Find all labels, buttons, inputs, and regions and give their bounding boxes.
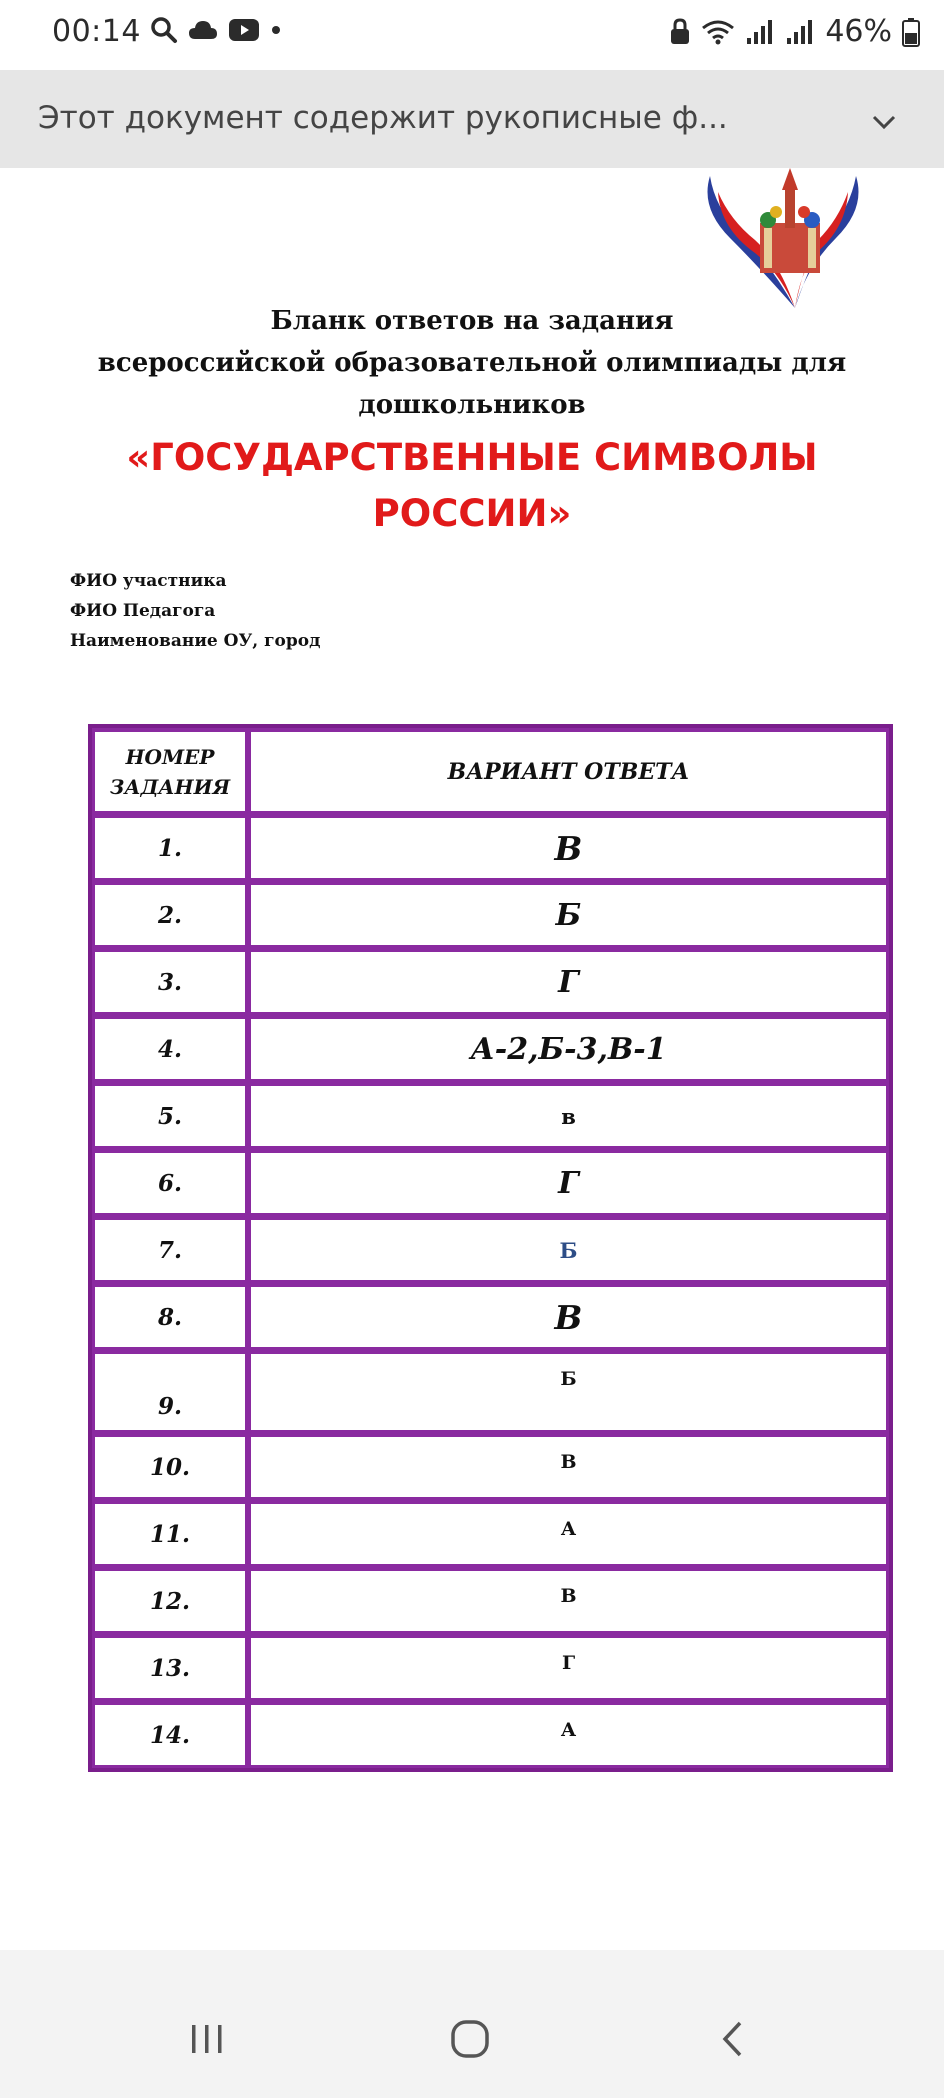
document-notice-title[interactable]: Этот документ содержит рукописные ф... <box>38 100 728 136</box>
task-number: 3. <box>92 948 248 1015</box>
battery-percent: 46% <box>825 14 892 49</box>
table-row <box>92 1433 889 1500</box>
recents-icon[interactable] <box>188 2022 226 2056</box>
document-header-bar[interactable] <box>0 70 944 168</box>
signal-icon <box>745 18 775 46</box>
header-task-number <box>92 728 248 814</box>
teacher-name-label: ФИО Педагога <box>70 601 216 621</box>
answer-value: В <box>248 1567 889 1634</box>
table-row <box>92 814 889 881</box>
table-header-row <box>92 728 889 814</box>
task-number: 12. <box>92 1567 248 1634</box>
answer-value: Г <box>248 1634 889 1701</box>
status-icons-right <box>669 14 920 49</box>
wifi-icon <box>701 18 735 46</box>
dot-icon <box>270 24 282 36</box>
task-number: 14. <box>92 1701 248 1768</box>
table-row <box>92 1701 889 1768</box>
table-row <box>92 1567 889 1634</box>
task-number: 2. <box>92 881 248 948</box>
chevron-down-icon[interactable] <box>868 106 900 138</box>
heading-line-1: Бланк ответов на задания <box>270 306 674 336</box>
participant-name-label: ФИО участника <box>70 571 227 591</box>
header-answer-variant: ВАРИАНТ ОТВЕТА <box>248 728 889 814</box>
task-number: 6. <box>92 1149 248 1216</box>
answers-table <box>88 724 893 1772</box>
task-number: 1. <box>92 814 248 881</box>
cloud-icon <box>188 19 218 41</box>
answer-value: В <box>248 1283 889 1350</box>
answer-value: в <box>248 1082 889 1149</box>
task-number: 4. <box>92 1015 248 1082</box>
olympiad-logo <box>700 168 866 314</box>
answer-value: А <box>248 1500 889 1567</box>
back-icon[interactable] <box>718 2018 748 2060</box>
task-number: 10. <box>92 1433 248 1500</box>
table-row <box>92 881 889 948</box>
answer-value: Б <box>248 1350 889 1433</box>
table-row <box>92 1216 889 1283</box>
answer-value: Б <box>248 881 889 948</box>
signal-icon <box>785 18 815 46</box>
search-icon <box>150 16 178 44</box>
task-number: 7. <box>92 1216 248 1283</box>
institution-label: Наименование ОУ, город <box>70 631 321 651</box>
table-row <box>92 1082 889 1149</box>
olympiad-title-line-1: «ГОСУДАРСТВЕННЫЕ СИМВОЛЫ <box>126 436 818 479</box>
answer-value: В <box>248 1433 889 1500</box>
header-task-number-line-1: НОМЕР <box>125 744 215 769</box>
task-number: 11. <box>92 1500 248 1567</box>
answer-value: В <box>248 814 889 881</box>
olympiad-title-line-2: РОССИИ» <box>372 492 572 535</box>
heading-line-2: всероссийской образовательной олимпиады для <box>97 348 847 378</box>
answer-value: Б <box>248 1216 889 1283</box>
battery-icon <box>902 17 920 47</box>
lock-icon <box>669 18 691 46</box>
table-row <box>92 1015 889 1082</box>
table-row <box>92 1634 889 1701</box>
task-number: 13. <box>92 1634 248 1701</box>
table-row <box>92 1149 889 1216</box>
task-number: 5. <box>92 1082 248 1149</box>
task-number: 9. <box>92 1350 248 1433</box>
table-row <box>92 1283 889 1350</box>
answer-value: А-2,Б-3,В-1 <box>248 1015 889 1082</box>
header-task-number-line-2: ЗАДАНИЯ <box>109 774 231 799</box>
answer-value: Г <box>248 948 889 1015</box>
table-row <box>92 1500 889 1567</box>
table-row <box>92 948 889 1015</box>
status-icons-left <box>150 16 282 44</box>
status-bar <box>0 0 944 70</box>
answer-value: А <box>248 1701 889 1768</box>
answer-value: Г <box>248 1149 889 1216</box>
status-time: 00:14 <box>52 14 141 49</box>
youtube-icon <box>228 18 260 42</box>
table-row <box>92 1350 889 1433</box>
heading-line-3: дошкольников <box>358 390 586 420</box>
task-number: 8. <box>92 1283 248 1350</box>
home-icon[interactable] <box>448 2018 492 2060</box>
